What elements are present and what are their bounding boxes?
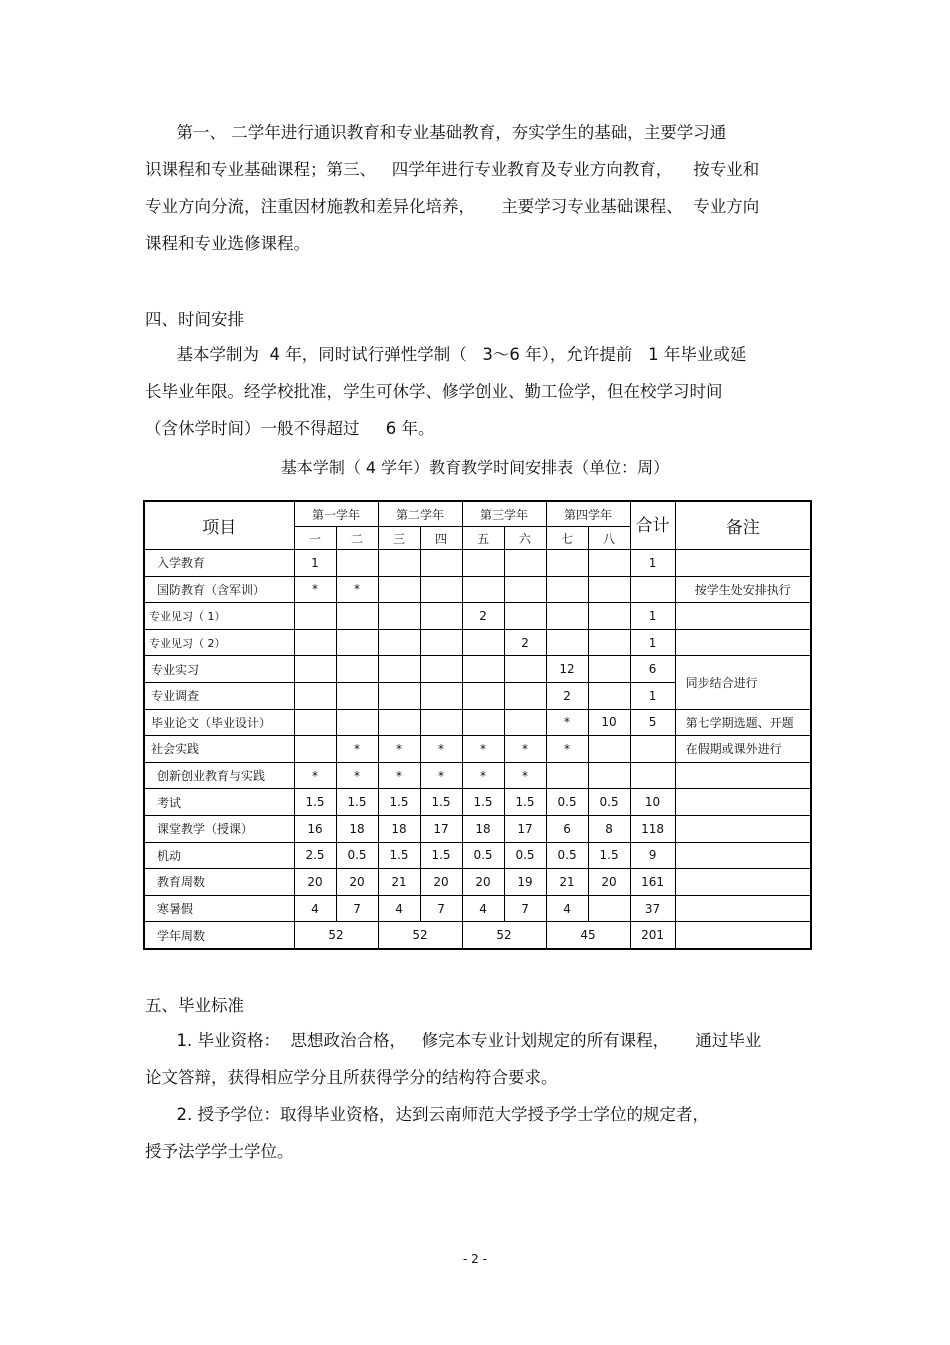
row-cell — [336, 656, 378, 683]
text-line: 专业方向分流，注重因材施教和差异化培养， 主要学习专业基础课程、 专业方向 — [145, 197, 760, 216]
row-cell: 1.5 — [504, 789, 546, 816]
header-year: 第三学年 — [462, 501, 546, 527]
row-cell: * — [420, 762, 462, 789]
row-cell — [336, 629, 378, 656]
header-semester: 三 — [378, 527, 420, 550]
row-cell — [336, 709, 378, 736]
row-note — [675, 789, 811, 816]
header-year: 第一学年 — [294, 501, 378, 527]
table-row — [144, 789, 811, 816]
row-cell — [378, 629, 420, 656]
row-cell: 2.5 — [294, 842, 336, 869]
row-cell: 0.5 — [504, 842, 546, 869]
row-note: 第七学期选题、开题 — [675, 709, 811, 736]
row-total: 1 — [630, 603, 675, 630]
year-weeks-cell: 45 — [546, 922, 630, 949]
text-line: 课程和专业选修课程。 — [145, 234, 310, 253]
row-cell: 1.5 — [588, 842, 630, 869]
row-total: 118 — [630, 815, 675, 842]
row-cell: 1.5 — [378, 789, 420, 816]
row-total — [630, 576, 675, 603]
graduation-item-1 — [145, 1022, 815, 1096]
row-cell: * — [336, 736, 378, 763]
row-cell — [546, 762, 588, 789]
row-cell: 20 — [336, 869, 378, 896]
row-cell — [294, 736, 336, 763]
row-cell — [462, 576, 504, 603]
table-row — [144, 629, 811, 656]
row-cell: 2 — [546, 682, 588, 709]
table-header-row — [144, 501, 811, 527]
row-item: 国防教育（含军训） — [144, 576, 294, 603]
row-cell: 20 — [294, 869, 336, 896]
row-cell: * — [336, 762, 378, 789]
intro-paragraph — [145, 114, 815, 262]
row-item: 课堂教学（授课） — [144, 815, 294, 842]
row-cell: 0.5 — [546, 789, 588, 816]
row-cell — [546, 550, 588, 577]
row-cell — [588, 629, 630, 656]
row-cell — [420, 656, 462, 683]
row-cell — [588, 550, 630, 577]
row-cell: 4 — [378, 895, 420, 922]
row-item: 考试 — [144, 789, 294, 816]
row-cell: 1.5 — [294, 789, 336, 816]
row-cell: * — [546, 709, 588, 736]
header-semester: 八 — [588, 527, 630, 550]
row-total — [630, 762, 675, 789]
row-cell — [420, 629, 462, 656]
row-total: 37 — [630, 895, 675, 922]
row-note — [675, 842, 811, 869]
row-cell — [462, 709, 504, 736]
text-line: 2. 授予学位：取得毕业资格，达到云南师范大学授予学士学位的规定者， — [145, 1105, 709, 1124]
row-note — [675, 629, 811, 656]
row-cell: 1.5 — [378, 842, 420, 869]
row-cell: 8 — [588, 815, 630, 842]
header-semester: 五 — [462, 527, 504, 550]
row-cell — [504, 709, 546, 736]
row-cell: * — [504, 762, 546, 789]
header-total: 合计 — [630, 501, 675, 550]
row-item: 专业见习（ 2） — [144, 629, 294, 656]
row-total — [630, 736, 675, 763]
row-cell: 7 — [504, 895, 546, 922]
row-cell — [378, 709, 420, 736]
row-cell: 19 — [504, 869, 546, 896]
row-cell — [504, 550, 546, 577]
graduation-item-2 — [145, 1096, 815, 1170]
row-cell: * — [462, 736, 504, 763]
row-cell: 20 — [588, 869, 630, 896]
row-cell — [420, 576, 462, 603]
row-cell — [420, 603, 462, 630]
row-cell — [378, 682, 420, 709]
row-cell: 6 — [546, 815, 588, 842]
row-total: 1 — [630, 550, 675, 577]
table-row — [144, 842, 811, 869]
table-row — [144, 895, 811, 922]
row-cell — [504, 603, 546, 630]
row-cell: 17 — [504, 815, 546, 842]
row-cell — [588, 682, 630, 709]
row-cell — [420, 682, 462, 709]
table-row — [144, 869, 811, 896]
row-cell: * — [420, 736, 462, 763]
header-semester: 四 — [420, 527, 462, 550]
row-item: 教育周数 — [144, 869, 294, 896]
row-note — [675, 895, 811, 922]
table-row — [144, 576, 811, 603]
text-line: 论文答辩，获得相应学分且所获得学分的结构符合要求。 — [145, 1068, 558, 1087]
text-line: 授予法学学士学位。 — [145, 1142, 294, 1161]
row-cell: 18 — [378, 815, 420, 842]
header-semester: 二 — [336, 527, 378, 550]
row-cell — [588, 576, 630, 603]
row-note: 在假期或课外进行 — [675, 736, 811, 763]
row-cell: * — [546, 736, 588, 763]
row-cell: 0.5 — [462, 842, 504, 869]
row-total: 5 — [630, 709, 675, 736]
row-note — [675, 550, 811, 577]
row-cell — [378, 550, 420, 577]
row-cell: 4 — [462, 895, 504, 922]
row-total: 9 — [630, 842, 675, 869]
header-item: 项目 — [144, 501, 294, 550]
row-cell — [462, 629, 504, 656]
table-row — [144, 736, 811, 763]
row-cell: 20 — [462, 869, 504, 896]
row-item: 毕业论文（毕业设计） — [144, 709, 294, 736]
row-total: 1 — [630, 629, 675, 656]
row-cell: 0.5 — [336, 842, 378, 869]
row-cell — [336, 682, 378, 709]
page-number: - 2 - — [463, 1252, 487, 1266]
row-cell: * — [336, 576, 378, 603]
row-cell: 18 — [462, 815, 504, 842]
table-caption: 基本学制（ 4 学年）教育教学时间安排表（单位：周） — [280, 458, 670, 477]
row-note: 同步结合进行 — [675, 656, 811, 709]
row-total: 1 — [630, 682, 675, 709]
row-total: 161 — [630, 869, 675, 896]
row-cell: 1.5 — [462, 789, 504, 816]
row-cell — [420, 709, 462, 736]
row-cell — [504, 682, 546, 709]
row-cell: 4 — [546, 895, 588, 922]
row-note — [675, 603, 811, 630]
row-cell — [378, 656, 420, 683]
row-cell: 0.5 — [546, 842, 588, 869]
row-cell: 1 — [294, 550, 336, 577]
row-cell: 17 — [420, 815, 462, 842]
header-semester: 七 — [546, 527, 588, 550]
row-cell — [294, 656, 336, 683]
row-note — [675, 815, 811, 842]
row-cell — [294, 682, 336, 709]
row-cell: 10 — [588, 709, 630, 736]
row-item: 入学教育 — [144, 550, 294, 577]
table-row — [144, 815, 811, 842]
row-item: 社会实践 — [144, 736, 294, 763]
table-row — [144, 550, 811, 577]
row-cell: 21 — [378, 869, 420, 896]
row-cell — [546, 603, 588, 630]
row-cell — [378, 576, 420, 603]
row-cell: 20 — [420, 869, 462, 896]
header-note: 备注 — [675, 501, 811, 550]
row-cell: 2 — [504, 629, 546, 656]
row-cell: 1.5 — [420, 789, 462, 816]
row-cell — [294, 629, 336, 656]
text-line: 识课程和专业基础课程；第三、 四学年进行专业教育及专业方向教育， 按专业和 — [145, 160, 760, 179]
table-row-year-weeks — [144, 922, 811, 949]
row-cell — [588, 736, 630, 763]
row-cell — [420, 550, 462, 577]
section-heading-graduation: 五、毕业标准 — [145, 996, 244, 1015]
header-semester: 六 — [504, 527, 546, 550]
row-cell: 0.5 — [588, 789, 630, 816]
row-cell: * — [294, 576, 336, 603]
header-year: 第二学年 — [378, 501, 462, 527]
row-item: 创新创业教育与实践 — [144, 762, 294, 789]
row-cell — [588, 762, 630, 789]
table-row — [144, 603, 811, 630]
row-cell: 1.5 — [336, 789, 378, 816]
text-line: 长毕业年限。经学校批准，学生可休学、修学创业、勤工俭学，但在校学习时间 — [145, 382, 723, 401]
row-item: 寒暑假 — [144, 895, 294, 922]
text-line: 1. 毕业资格： 思想政治合格， 修完本专业计划规定的所有课程， 通过毕业 — [145, 1031, 762, 1050]
row-cell: 16 — [294, 815, 336, 842]
table-row — [144, 762, 811, 789]
row-cell: * — [378, 762, 420, 789]
row-cell: * — [294, 762, 336, 789]
row-cell — [546, 629, 588, 656]
row-item: 学年周数 — [144, 922, 294, 949]
row-cell — [336, 550, 378, 577]
section-heading-time: 四、时间安排 — [145, 310, 244, 329]
row-total: 6 — [630, 656, 675, 683]
row-cell: * — [504, 736, 546, 763]
row-cell — [294, 603, 336, 630]
row-item: 机动 — [144, 842, 294, 869]
row-cell — [546, 576, 588, 603]
schedule-table — [143, 500, 812, 950]
row-item: 专业见习（ 1） — [144, 603, 294, 630]
row-note — [675, 762, 811, 789]
row-cell — [378, 603, 420, 630]
row-cell — [588, 603, 630, 630]
text-line: 基本学制为 4 年，同时试行弹性学制（ 3～6 年），允许提前 1 年毕业或延 — [145, 345, 747, 364]
row-total: 201 — [630, 922, 675, 949]
row-cell: 21 — [546, 869, 588, 896]
row-cell: 7 — [336, 895, 378, 922]
row-item: 专业实习 — [144, 656, 294, 683]
row-cell: * — [378, 736, 420, 763]
row-cell — [588, 656, 630, 683]
row-cell: 2 — [462, 603, 504, 630]
year-weeks-cell: 52 — [294, 922, 378, 949]
row-cell: 12 — [546, 656, 588, 683]
row-cell — [504, 656, 546, 683]
row-cell — [504, 576, 546, 603]
row-cell — [336, 603, 378, 630]
row-cell — [462, 656, 504, 683]
header-semester: 一 — [294, 527, 336, 550]
table-row — [144, 709, 811, 736]
text-line: 第一、 二学年进行通识教育和专业基础教育，夯实学生的基础，主要学习通 — [145, 123, 727, 142]
row-cell: 4 — [294, 895, 336, 922]
row-cell: * — [462, 762, 504, 789]
row-cell — [462, 550, 504, 577]
year-weeks-cell: 52 — [462, 922, 546, 949]
row-cell — [294, 709, 336, 736]
row-cell: 1.5 — [420, 842, 462, 869]
row-note: 按学生处安排执行 — [675, 576, 811, 603]
row-cell: 18 — [336, 815, 378, 842]
row-item: 专业调查 — [144, 682, 294, 709]
year-weeks-cell: 52 — [378, 922, 462, 949]
time-paragraph — [145, 336, 815, 447]
row-total: 10 — [630, 789, 675, 816]
row-cell — [462, 682, 504, 709]
table-row — [144, 656, 811, 683]
row-cell: 7 — [420, 895, 462, 922]
row-note — [675, 922, 811, 949]
row-cell — [588, 895, 630, 922]
row-note — [675, 869, 811, 896]
text-line: （含休学时间）一般不得超过 6 年。 — [145, 419, 435, 438]
header-year: 第四学年 — [546, 501, 630, 527]
